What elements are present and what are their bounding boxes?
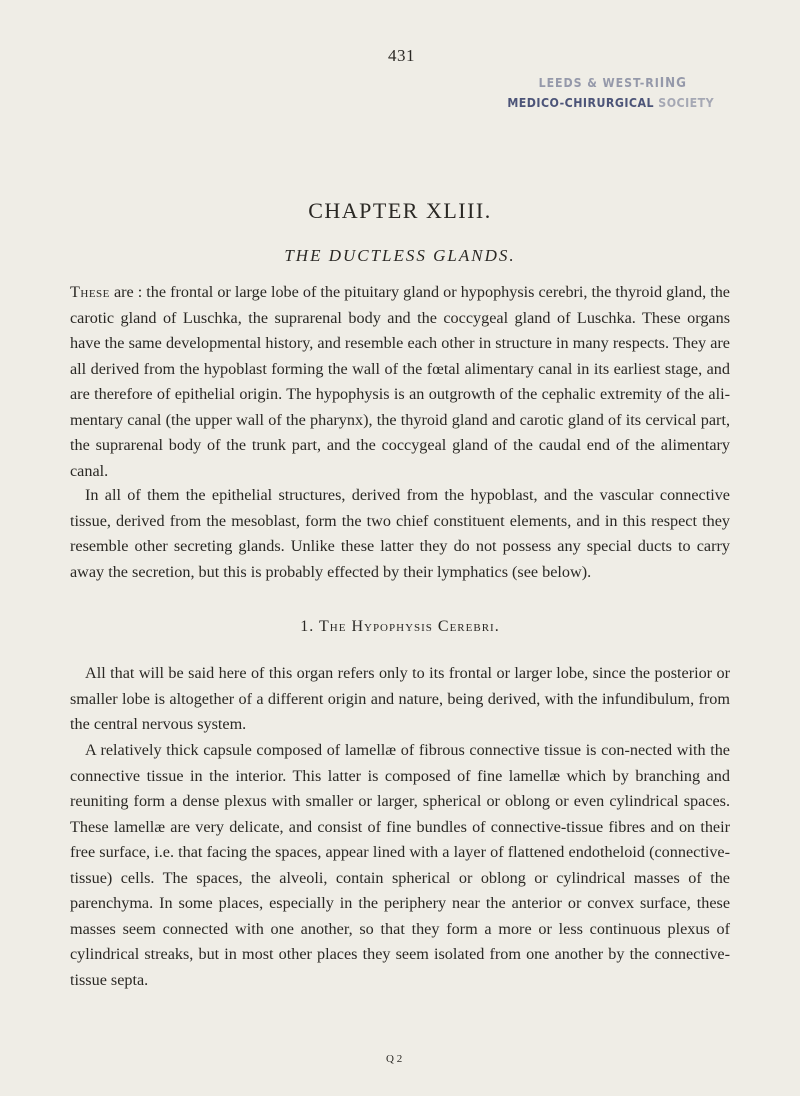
printer-signature: Q 2 xyxy=(386,1053,403,1065)
chapter-title: CHAPTER XLIII. xyxy=(308,198,492,223)
paragraph-epithelial: In all of them the epithelial structures, derived from the hypoblast, and the vascular connective tissue, derived from the mesoblast, form the two chief constituent elements, and in this respect they resemble other secreting glands. Unlike these latter they do not possess any special ducts to carry away the secretion, but this is probably effected by their lymphatics (see below). xyxy=(70,486,730,581)
section-heading: 1. The Hypophysis Cerebri. xyxy=(300,618,500,635)
paragraph-capsule: A relatively thick capsule composed of lamellæ of fibrous connective tissue is con-nected with the connective tissue in the interior. This latter is composed of fine lamellæ which by branching and reuniting form a dense plexus with smaller or larger, spherical or oblong or even cylindrical spaces. These lamellæ are very delicate, and consist of fine bundles of connective-tissue fibres and on their free surface, i.e. that facing the spaces, appear lined with a layer of flattened endotheloid (connective-tissue) cells. The spaces, the alveoli, contain spherical or oblong or cylindrical masses of the parenchyma. In some places, especially in the periphery near the anterior or convex surface, these masses seem connected with one another, so that they form a more or less continuous plexus of cylindrical streaks, but in most other places they seem isolated from one another by the connective-tissue septa. xyxy=(70,741,730,989)
paragraph-intro-lead: These xyxy=(70,283,110,301)
paragraph-intro-text: are : the frontal or large lobe of the pituitary gland or hypophysis cerebri, the thyroid gland, the carotic gland of Luschka, the suprarenal body and the coccygeal gland of Luschka. These organs have the same developmental history, and resemble each other in structure in many respects. They are all derived from the hypoblast forming the wall of the fœtal alimentary canal in its earliest stage, and are therefore of epithelial origin. The hypophysis is an outgrowth of the cephalic extremity of the ali-mentary canal (the upper wall of the pharynx), the thyroid gland and carotic gland of its cervical part, the suprarenal body of the trunk part, and the coccygeal gland of the caudal end of the alimentary canal. xyxy=(70,283,730,480)
chapter-subtitle: THE DUCTLESS GLANDS. xyxy=(284,246,516,265)
stamp-line-1 xyxy=(539,76,687,91)
stamp-line-1-strong: ING xyxy=(659,76,687,91)
stamp-line-2-main: MEDICO-CHIRURGICAL xyxy=(507,96,654,110)
paragraph-intro xyxy=(70,280,730,484)
library-stamp xyxy=(500,76,748,120)
paragraph-frontal-lobe: All that will be said here of this organ refers only to its frontal or larger lobe, since the posterior or smaller lobe is altogether of a different origin and nature, being derived, with the infundibulum, from the central nervous system. xyxy=(70,664,730,733)
stamp-line-1-faint: LEEDS & WEST-RI xyxy=(538,76,660,90)
stamp-line-2-faint: SOCIETY xyxy=(658,96,715,110)
page-number: 431 xyxy=(388,46,415,65)
stamp-line-2 xyxy=(507,96,714,110)
